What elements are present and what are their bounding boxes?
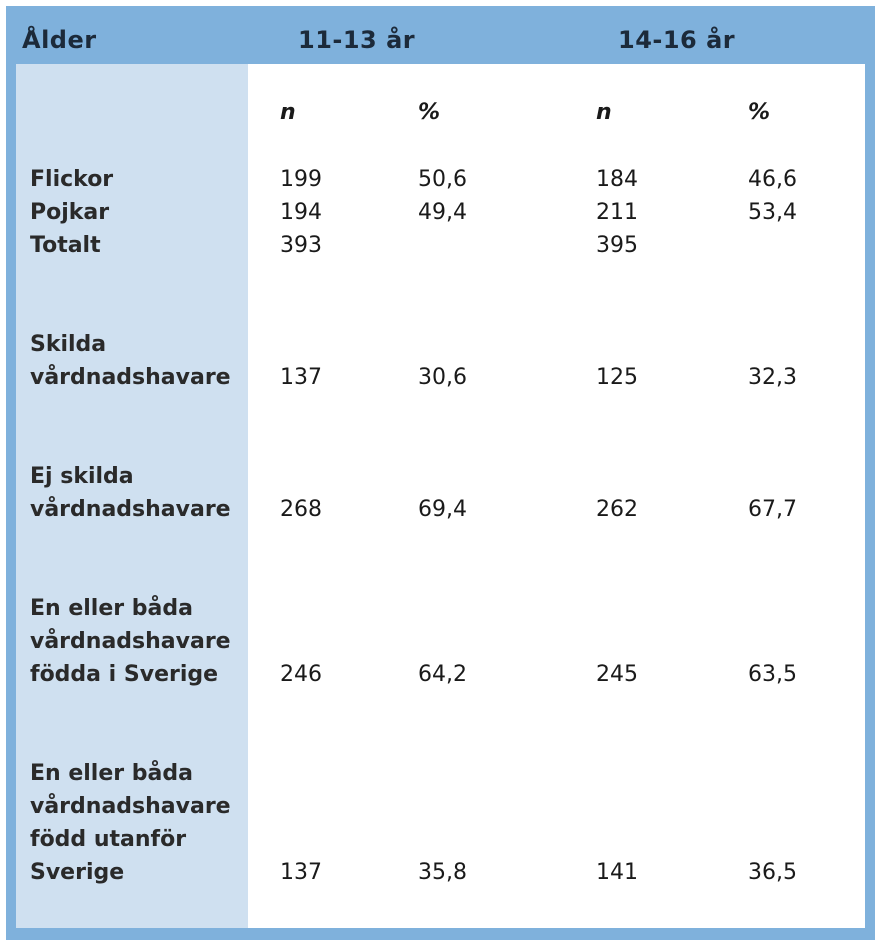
table-header: [6, 6, 875, 64]
table-frame: [6, 6, 875, 940]
cell-value: 393: [280, 233, 322, 258]
cell-value: 50,6: [418, 167, 467, 192]
cell-value: 245: [596, 662, 638, 687]
cell-value: 141: [596, 860, 638, 885]
cell-value: 46,6: [748, 167, 797, 192]
row-label: Pojkar: [30, 200, 110, 225]
row-label: Skilda vårdnadshavare: [30, 332, 231, 390]
cell-value: 184: [596, 167, 638, 192]
row-label: En eller båda vårdnadshavare födda i Sverige: [30, 596, 231, 687]
cell-value: 32,3: [748, 365, 797, 390]
row-label: Flickor: [30, 167, 114, 192]
cell-value: 137: [280, 365, 322, 390]
table-body: [16, 64, 865, 928]
cell-value: 49,4: [418, 200, 467, 225]
cell-value: 30,6: [418, 365, 467, 390]
header-age-label: Ålder: [22, 26, 97, 54]
row-label: Ej skilda vårdnadshavare: [30, 464, 231, 522]
subheader-n-2: n: [596, 100, 612, 125]
subheader-n-1: n: [280, 100, 296, 125]
cell-value: 63,5: [748, 662, 797, 687]
cell-value: 69,4: [418, 497, 467, 522]
cell-value: 199: [280, 167, 322, 192]
cell-value: 395: [596, 233, 638, 258]
cell-value: 53,4: [748, 200, 797, 225]
cell-value: 194: [280, 200, 322, 225]
cell-value: 36,5: [748, 860, 797, 885]
cell-value: 262: [596, 497, 638, 522]
header-group-14-16: 14-16 år: [618, 26, 736, 54]
row-label: En eller båda vårdnadshavare född utanför Sverige: [30, 761, 231, 885]
row-label: Totalt: [30, 233, 101, 258]
cell-value: 246: [280, 662, 322, 687]
subheader-percent-1: %: [418, 100, 441, 125]
header-group-11-13: 11-13 år: [298, 26, 416, 54]
cell-value: 137: [280, 860, 322, 885]
cell-value: 67,7: [748, 497, 797, 522]
subheader-percent-2: %: [748, 100, 771, 125]
cell-value: 211: [596, 200, 638, 225]
cell-value: 268: [280, 497, 322, 522]
cell-value: 35,8: [418, 860, 467, 885]
cell-value: 125: [596, 365, 638, 390]
cell-value: 64,2: [418, 662, 467, 687]
